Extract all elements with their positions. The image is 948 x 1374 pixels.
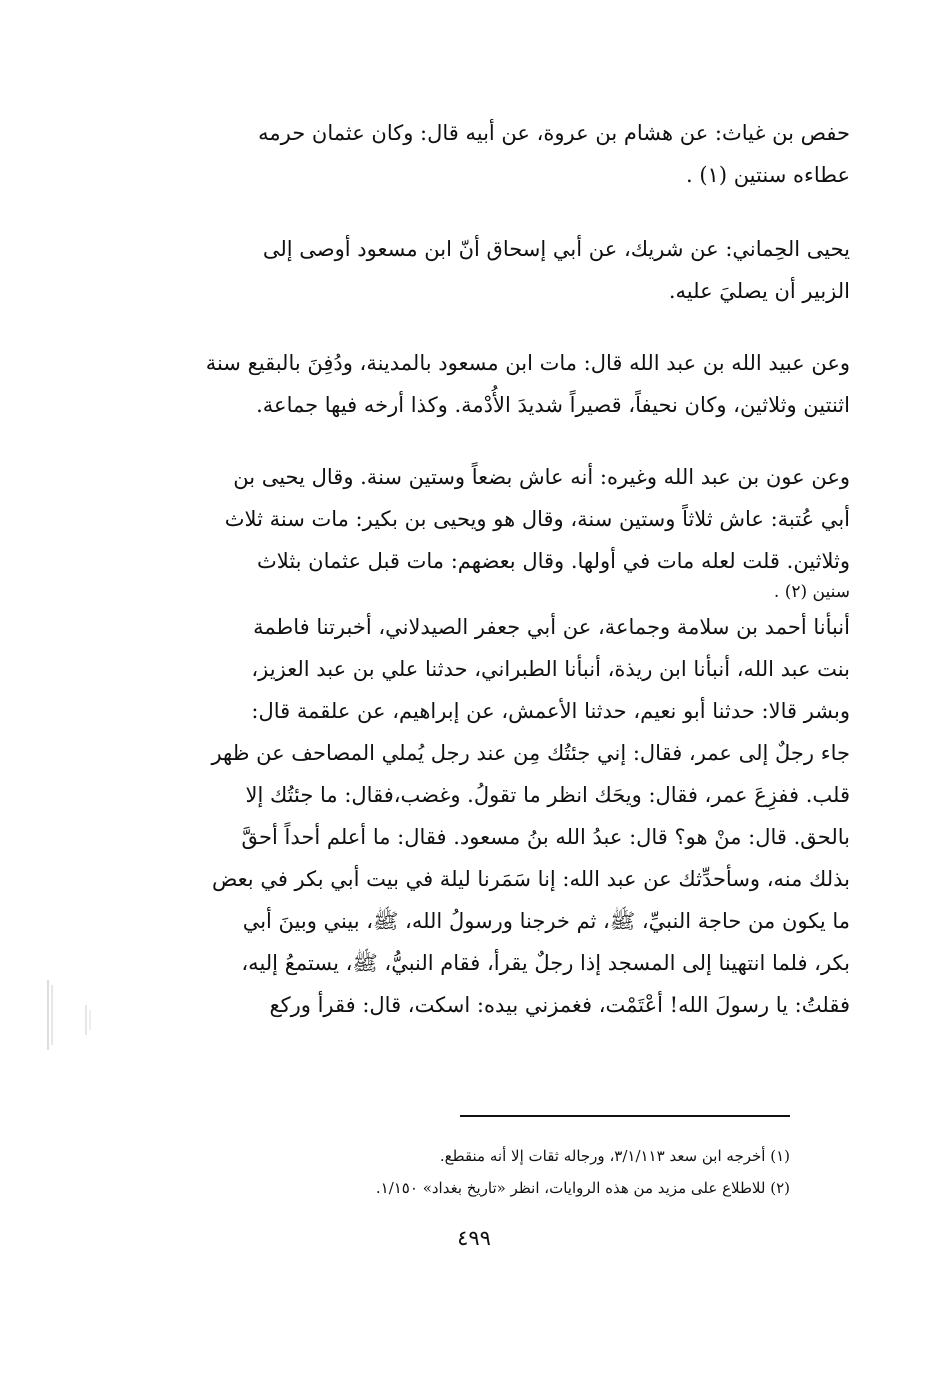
text-line: سنين (٢) . xyxy=(773,582,850,602)
margin-scan-marks xyxy=(40,975,100,1065)
text-line: حفص بن غياث: عن هشام بن عروة، عن أبيه قال: وكان عثمان حرمه xyxy=(258,121,850,145)
paragraph-awn xyxy=(138,456,850,602)
page-number: ٤٩٩ xyxy=(457,1226,491,1250)
paragraph-ubaydullah xyxy=(138,342,850,426)
text-line: أبي عُتبة: عاش ثلاثاً وستين سنة، وقال هو ويحيى بن بكير: مات سنة ثلاث xyxy=(224,507,850,531)
paragraph-hadith xyxy=(138,606,850,1026)
text-line: ما يكون من حاجة النبيِّ، ﷺ، ثم خرجنا ورسولُ الله، ﷺ، بيني وبينَ أبي xyxy=(242,909,850,933)
text-line: فقلتُ: يا رسولَ الله! أعْتَمْت، فغمزني بيده: اسكت، قال: فقرأ وركع xyxy=(269,993,850,1017)
text-line: أنبأنا أحمد بن سلامة وجماعة، عن أبي جعفر الصيدلاني، أخبرتنا فاطمة xyxy=(253,615,850,639)
footnote-1: (١) أخرجه ابن سعد ٣/١/١١٣، ورجاله ثقات إلا أنه منقطع. xyxy=(439,1147,790,1165)
text-line: يحيى الحِماني: عن شريك، عن أبي إسحاق أنّ ابن مسعود أوصى إلى xyxy=(262,237,850,261)
text-line: وعن عون بن عبد الله وغيره: أنه عاش بضعاً وستين سنة. وقال يحيى بن xyxy=(233,465,850,489)
paragraph-hafs xyxy=(138,112,850,196)
text-line: بذلك منه، وسأحدِّثك عن عبد الله: إنا سَمَرنا ليلة في بيت أبي بكر في بعض xyxy=(211,867,850,891)
text-line: عطاءه سنتين (١) . xyxy=(686,163,850,187)
text-line: بالحق. قال: منْ هو؟ قال: عبدُ الله بنُ مسعود. فقال: ما أعلم أحداً أحقَّ xyxy=(241,825,850,849)
text-line: وبشر قالا: حدثنا أبو نعيم، حدثنا الأعمش، عن إبراهيم، عن علقمة قال: xyxy=(251,699,850,723)
text-line: قلب. ففزِعَ عمر، فقال: ويحَك انظر ما تقولُ. وغضب،فقال: ما جئتُك إلا xyxy=(245,783,850,807)
text-line: وعن عبيد الله بن عبد الله قال: مات ابن مسعود بالمدينة، ودُفِنَ بالبقيع سنة xyxy=(205,351,850,375)
footnotes xyxy=(230,1140,790,1204)
text-line: الزبير أن يصليَ عليه. xyxy=(668,279,850,303)
footnote-2: (٢) للاطلاع على مزيد من هذه الروايات، انظر «تاريخ بغداد» ١/١٥٠. xyxy=(375,1179,790,1197)
text-line: اثنتين وثلاثين، وكان نحيفاً، قصيراً شديدَ الأُدْمة. وكذا أرخه فيها جماعة. xyxy=(256,393,850,417)
text-line: بنت عبد الله، أنبأنا ابن ريذة، أنبأنا الطبراني، حدثنا علي بن عبد العزيز، xyxy=(251,657,850,681)
text-line: جاء رجلٌ إلى عمر، فقال: إني جئتُك مِن عند رجل يُملي المصاحف عن ظهر xyxy=(211,741,850,765)
text-line: وثلاثين. قلت لعله مات في أولها. وقال بعضهم: مات قبل عثمان بثلاث xyxy=(257,549,850,573)
text-line: بكر، فلما انتهينا إلى المسجد إذا رجلٌ يقرأ، فقام النبيُّ، ﷺ، يستمعُ إليه، xyxy=(241,951,850,975)
paragraph-yahya xyxy=(138,228,850,312)
footnote-divider xyxy=(460,1115,790,1117)
